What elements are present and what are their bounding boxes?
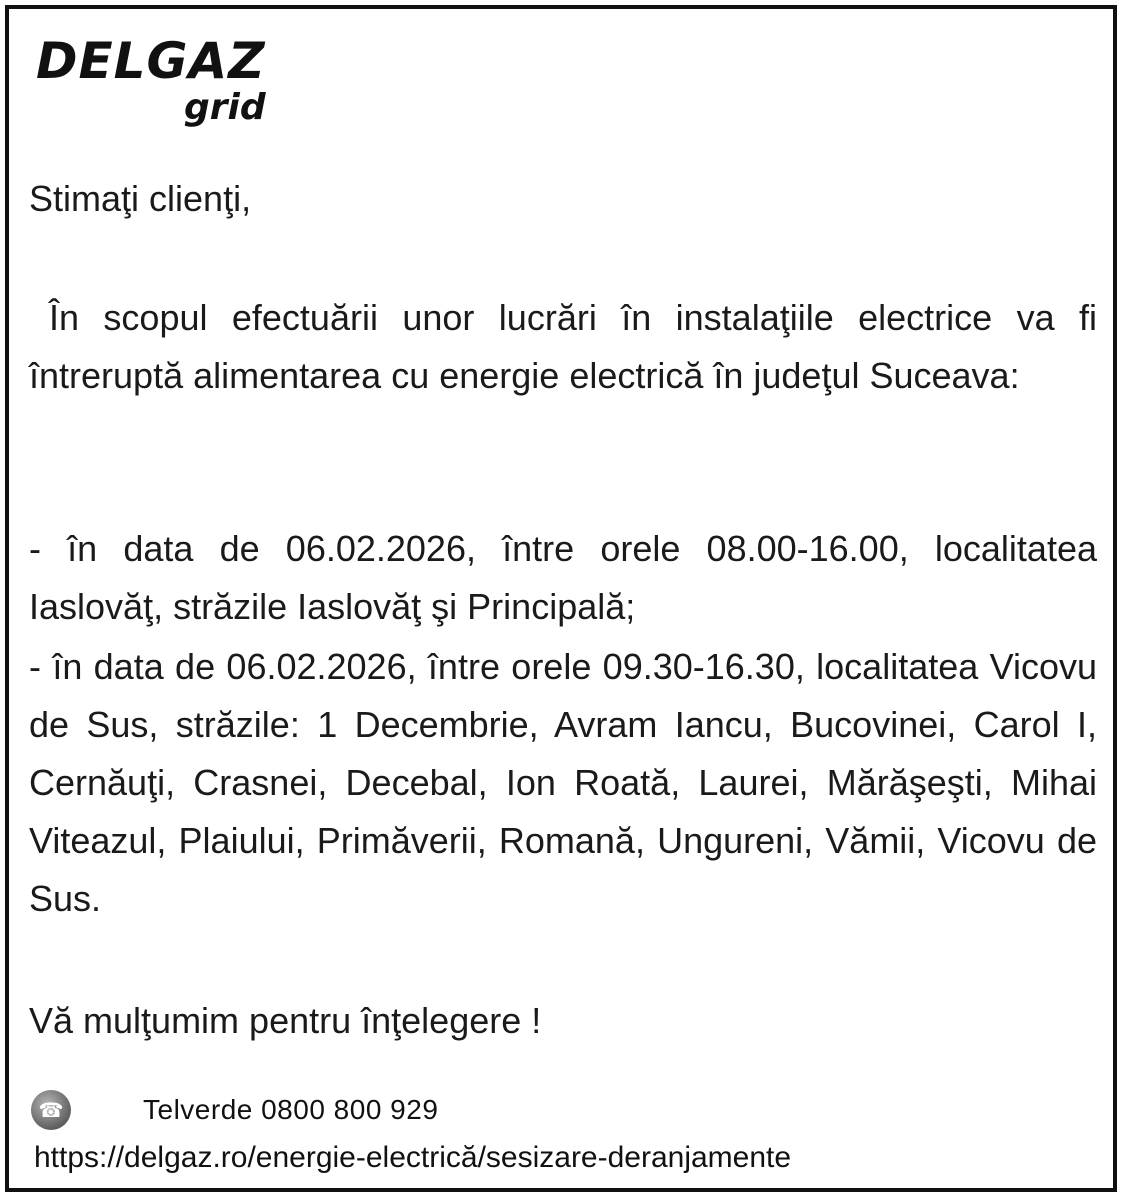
phone-icon: ☎ — [31, 1090, 71, 1130]
report-url[interactable]: https://delgaz.ro/energie-electrică/sesizare-deranjamente — [34, 1141, 792, 1174]
logo-brand: DELGAZ — [36, 32, 266, 90]
outage-item-2: - în data de 06.02.2026, între orele 09.30-16.30, localitatea Vicovu de Sus, străzile: 1 Decembrie, Avram Iancu, Bucovinei, Carol I, Cernăuţi, Crasnei, Decebal, Ion Roată, Laurei, Mărăşeşti, Mihai Viteazul, Plaiului, Primăverii, Romană, Ungureni, Vămii, Vicovu de Sus. — [29, 646, 1097, 919]
intro-paragraph: În scopul efectuării unor lucrări în instalaţiile electrice va fi întreruptă alimentarea cu energie electrică în judeţul Suceava: — [29, 297, 1097, 396]
greeting: Stimaţi clienţi, — [29, 178, 252, 219]
thanks-line: Vă mulţumim pentru înţelegere ! — [29, 1000, 542, 1041]
phone-row — [31, 1088, 438, 1132]
outage-item-1: - în data de 06.02.2026, între orele 08.00-16.00, localitatea Iaslovăţ, străzile Iaslovăţ şi Principală; — [29, 528, 1097, 627]
logo-sub: grid — [184, 87, 266, 128]
phone-number: Telverde 0800 800 929 — [143, 1094, 439, 1125]
delgaz-grid-logo — [36, 32, 296, 136]
